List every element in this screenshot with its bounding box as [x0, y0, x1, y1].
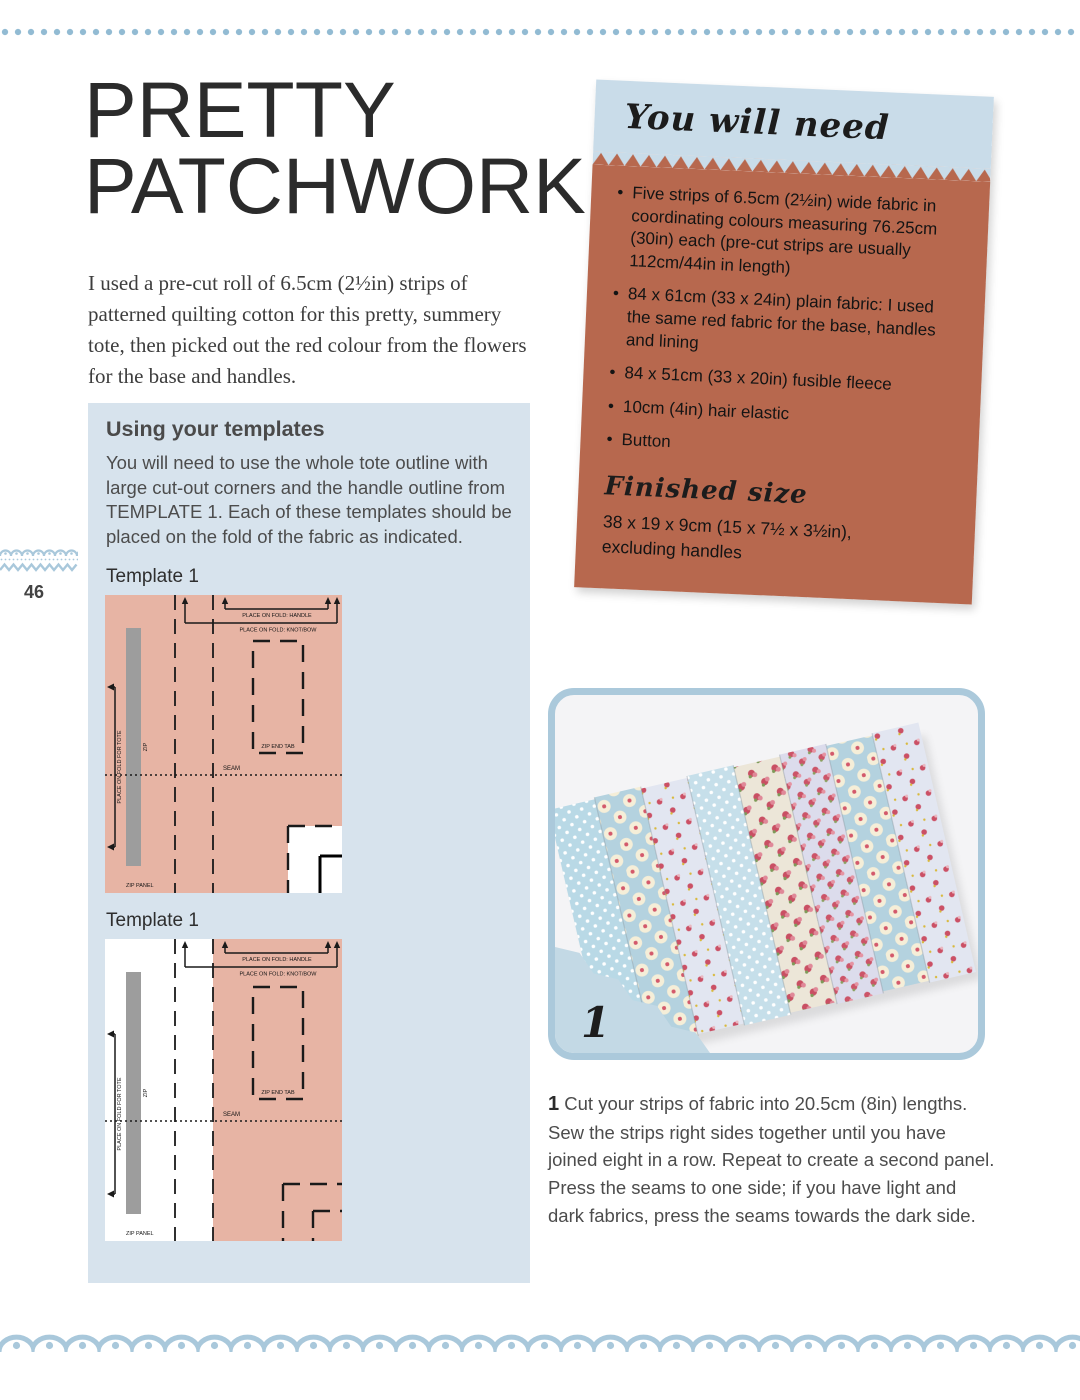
templates-panel	[88, 403, 530, 1283]
template-b-label: Template 1	[106, 910, 199, 932]
title-line-2: PATCHWORK	[84, 140, 586, 230]
photo-step-number: 1	[581, 998, 611, 1047]
finished-size-heading: Finished size	[603, 471, 809, 511]
cutout-corner	[288, 826, 342, 893]
zip-bar	[126, 628, 141, 866]
label-seam: SEAM	[223, 1112, 241, 1119]
label-zip-end-tab: ZIP END TAB	[261, 744, 295, 751]
step-1-text: Cut your strips of fabric into 20.5cm (8in) lengths. Sew the strips right sides together until you have joined eight in a row. Repeat to create a second panel. Press the seams to one side; if you have light and dark fabrics, press the seams towards the dark side.	[548, 1092, 995, 1226]
you-will-need-body	[574, 164, 990, 604]
bottom-scallop-border	[0, 1332, 1080, 1352]
fabric-strips-photo	[555, 695, 978, 1053]
templates-body: You will need to use the whole tote outline with large cut-out corners and the handle outline from TEMPLATE 1. Each of these templates should be placed on the fold of the fabric as indicated.	[106, 452, 512, 547]
label-zip-panel: ZIP PANEL	[126, 883, 154, 890]
finished-size-text: 38 x 19 x 9cm (15 x 7½ x 3½in), excluding handles	[601, 511, 853, 562]
page-title	[84, 65, 586, 230]
label-fold-tote: PLACE ON FOLD FOR TOTE	[117, 730, 123, 804]
zip-bar	[126, 972, 141, 1214]
step-1-paragraph	[548, 1089, 995, 1230]
label-zip: ZIP	[143, 743, 149, 752]
label-fold-handle: PLACE ON FOLD: HANDLE	[242, 613, 312, 620]
label-fold-tote: PLACE ON FOLD FOR TOTE	[117, 1077, 123, 1151]
template-diagram-b	[105, 939, 342, 1241]
label-fold-knot-bow: PLACE ON FOLD: KNOT/BOW	[239, 627, 317, 634]
label-zip: ZIP	[143, 1089, 149, 1098]
label-seam: SEAM	[223, 766, 241, 773]
step-1-number: 1	[548, 1092, 560, 1115]
template-diagram-a	[105, 595, 342, 893]
you-will-need-box	[574, 80, 994, 605]
list-item: • Five strips of 6.5cm (2½in) wide fabric in coordinating colours measuring 76.25cm (30in) each (pre-cut strips are usually 112cm/44in in length)	[614, 182, 964, 287]
list-item: • 84 x 61cm (33 x 24in) plain fabric: I used the same red fabric for the base, handles and lining	[610, 283, 959, 366]
left-lace-decoration	[0, 546, 78, 578]
label-fold-handle: PLACE ON FOLD: HANDLE	[242, 957, 312, 964]
label-zip-end-tab: ZIP END TAB	[261, 1090, 295, 1097]
page-number: 46	[24, 582, 45, 602]
templates-heading: Using your templates	[106, 417, 325, 441]
list-item: • Button	[606, 429, 953, 467]
you-will-need-heading: You will need	[623, 96, 891, 149]
top-dotted-border	[0, 27, 1080, 38]
list-item: • 10cm (4in) hair elastic	[608, 395, 955, 433]
title-line-1: PRETTY	[84, 65, 396, 154]
step-photo	[548, 688, 985, 1060]
label-fold-knot-bow: PLACE ON FOLD: KNOT/BOW	[239, 971, 317, 978]
materials-list	[606, 182, 963, 467]
intro-paragraph: I used a pre-cut roll of 6.5cm (2½in) strips of patterned quilting cotton for this pretty, summery tote, then picked out the red colour from the flowers for the base and handles.	[88, 271, 527, 388]
template-a-label: Template 1	[106, 566, 199, 588]
label-zip-panel: ZIP PANEL	[126, 1231, 154, 1238]
list-item: • 84 x 51cm (33 x 20in) fusible fleece	[609, 362, 956, 400]
